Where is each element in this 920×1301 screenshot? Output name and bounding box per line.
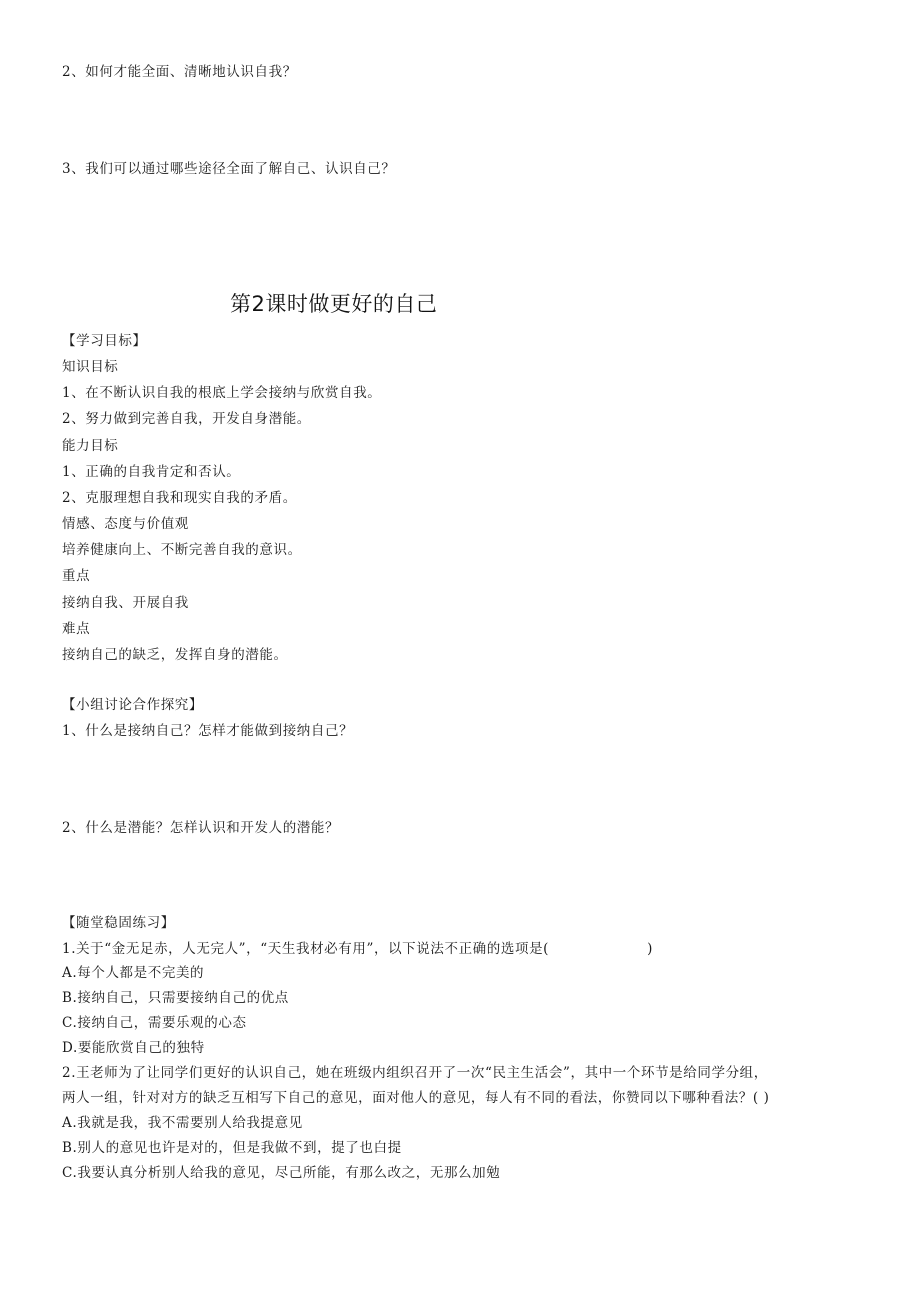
ability-label: 能力目标: [62, 438, 119, 454]
q1-option-d: D.要能欣赏自己的独特: [62, 1040, 205, 1056]
q2-option-b: B.别人的意见也许是对的，但是我做不到，提了也白提: [62, 1140, 402, 1156]
q2-option-a: A.我就是我，我不需要别人给我提意见: [62, 1115, 303, 1131]
q1-option-c: C.接纳自己，需要乐观的心态: [62, 1015, 247, 1031]
difficulty-text: 接纳自己的缺乏，发挥自身的潜能。: [62, 647, 288, 663]
discussion-question-1: 1、什么是接纳自己？怎样才能做到接纳自己？: [62, 723, 354, 739]
objectives-header: 【学习目标】: [62, 333, 147, 349]
difficulty-label: 难点: [62, 621, 91, 637]
knowledge-label: 知识目标: [62, 359, 119, 375]
key-label: 重点: [62, 568, 91, 584]
attitude-text: 培养健康向上、不断完善自我的意识。: [62, 542, 302, 558]
attitude-label: 情感、态度与价值观: [62, 516, 189, 532]
knowledge-item: 1、在不断认识自我的根底上学会接纳与欣赏自我。: [62, 385, 382, 401]
q1-option-a: A.每个人都是不完美的: [62, 965, 205, 981]
q1-stem-text: 1.关于“金无足赤，人无完人”，“天生我材必有用”，以下说法不正确的选项是(: [62, 941, 550, 957]
practice-q2-stem-line1: 2.王老师为了让同学们更好的认识自己，她在班级内组织召开了一次“民主生活会”，其中一个环节是给同学分组，: [62, 1065, 768, 1081]
knowledge-item: 2、努力做到完善自我，开发自身潜能。: [62, 411, 311, 427]
ability-item: 2、克服理想自我和现实自我的矛盾。: [62, 490, 297, 506]
discussion-question-2: 2、什么是潜能？怎样认识和开发人的潜能？: [62, 820, 340, 836]
practice-q1-stem: [62, 940, 653, 958]
q1-stem-end: ): [647, 941, 653, 957]
key-text: 接纳自我、开展自我: [62, 595, 189, 611]
discussion-header: 【小组讨论合作探究】: [62, 697, 203, 713]
ability-item: 1、正确的自我肯定和否认。: [62, 464, 241, 480]
question-2: 2、如何才能全面、清晰地认识自我？: [62, 64, 297, 80]
q2-option-c: C.我要认真分析别人给我的意见，尽己所能，有那么改之，无那么加勉: [62, 1165, 501, 1181]
lesson-title: 第2课时做更好的自己: [230, 292, 438, 316]
practice-header: 【随堂稳固练习】: [62, 915, 175, 931]
q1-option-b: B.接纳自己，只需要接纳自己的优点: [62, 990, 289, 1006]
practice-q2-stem-line2: 两人一组，针对对方的缺乏互相写下自己的意见，面对他人的意见，每人有不同的看法，你赞同以下哪种看法？( ): [62, 1090, 770, 1106]
question-3: 3、我们可以通过哪些途径全面了解自己、认识自己？: [62, 161, 396, 177]
